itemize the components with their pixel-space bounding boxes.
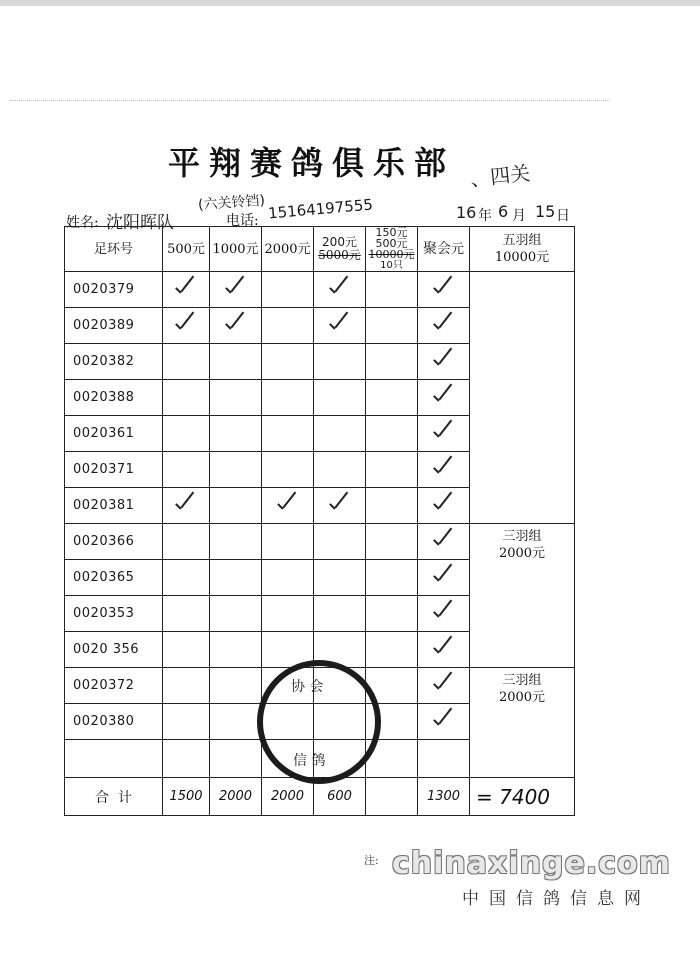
ring-number-cell: 0020388 — [65, 380, 163, 416]
date-month: 6 — [498, 202, 509, 221]
cell-5000 — [314, 308, 366, 344]
cell-5000 — [314, 524, 366, 560]
group-three-a-amount: 2000元 — [498, 546, 546, 561]
checkmark-icon — [431, 711, 457, 729]
cell-10000 — [366, 452, 418, 488]
checkmark-icon — [173, 279, 199, 297]
total-2000: 2000 — [262, 778, 314, 816]
ring-number-cell: 0020353 — [65, 596, 163, 632]
checkmark-icon — [275, 495, 301, 513]
cell-500 — [163, 668, 210, 704]
ring-number-cell: 0020382 — [65, 344, 163, 380]
name-value: 沈阳晖队 — [106, 213, 174, 233]
paper-edge — [0, 0, 700, 6]
table-row — [65, 272, 575, 308]
cell-1000 — [210, 632, 262, 668]
checkmark-icon — [327, 279, 353, 297]
cell-2000 — [262, 416, 314, 452]
checkmark-icon — [431, 603, 457, 621]
grand-total: = 7400 — [470, 778, 575, 816]
col-10000-header — [366, 227, 418, 272]
cell-500 — [163, 704, 210, 740]
paper-fold-line — [10, 100, 610, 101]
cell-1000 — [210, 668, 262, 704]
group-three-b-cell — [470, 668, 575, 778]
cell-10000 — [366, 560, 418, 596]
cell-collect — [418, 344, 470, 380]
total-500: 1500 — [163, 778, 210, 816]
col-ring-header: 足环号 — [65, 227, 163, 272]
cell-10000 — [366, 344, 418, 380]
cell-500 — [163, 452, 210, 488]
cell-500 — [163, 272, 210, 308]
total-5000: 600 — [314, 778, 366, 816]
col-500-header: 500元 — [163, 227, 210, 272]
cell-collect — [418, 380, 470, 416]
checkmark-icon — [431, 639, 457, 657]
cell-500 — [163, 488, 210, 524]
cell-500 — [163, 560, 210, 596]
ring-number-cell: 0020381 — [65, 488, 163, 524]
cell-5000 — [314, 380, 366, 416]
seal-top-text: 协 会 — [291, 679, 324, 695]
cell-10000 — [366, 308, 418, 344]
col-collect-header — [418, 227, 470, 272]
checkmark-icon — [431, 279, 457, 297]
ring-number-cell: 0020361 — [65, 416, 163, 452]
cell-500 — [163, 596, 210, 632]
official-seal — [257, 660, 381, 784]
date-year: 16 — [456, 203, 477, 222]
table-header-row — [65, 227, 575, 272]
cell-1000 — [210, 380, 262, 416]
total-10000 — [366, 778, 418, 816]
cell-10000 — [366, 632, 418, 668]
col-10000-hand-2: 500元 — [375, 237, 408, 250]
date-year-unit: 年 — [478, 208, 492, 224]
cell-10000 — [366, 488, 418, 524]
cell-collect — [418, 272, 470, 308]
date-day: 15 — [535, 202, 556, 221]
cell-collect — [418, 308, 470, 344]
cell-10000 — [366, 416, 418, 452]
checkmark-icon — [223, 279, 249, 297]
cell-collect — [418, 488, 470, 524]
cell-1000 — [210, 416, 262, 452]
checkmark-icon — [327, 495, 353, 513]
checkmark-icon — [327, 315, 353, 333]
col-10000-hand: 150元 — [375, 226, 408, 239]
title-note: 、四关 — [469, 160, 532, 192]
checkmark-icon — [431, 423, 457, 441]
cell-1000 — [210, 560, 262, 596]
group-five-label: 五羽组 — [502, 233, 542, 248]
checkmark-icon — [223, 315, 249, 333]
cell-1000 — [210, 740, 262, 778]
cell-500 — [163, 632, 210, 668]
ring-number-cell: 0020371 — [65, 452, 163, 488]
date-month-unit: 月 — [512, 208, 526, 224]
cell-collect — [418, 668, 470, 704]
cell-2000 — [262, 524, 314, 560]
phone-label: 电话: — [226, 213, 259, 229]
group-three-b-amount: 2000元 — [498, 690, 546, 705]
phone-value: 15164197555 — [267, 195, 374, 223]
cell-5000 — [314, 272, 366, 308]
cell-collect — [418, 452, 470, 488]
checkmark-icon — [173, 495, 199, 513]
group-five-amount: 10000元 — [494, 250, 550, 265]
col-5000-header — [314, 227, 366, 272]
checkmark-icon — [431, 459, 457, 477]
cell-2000 — [262, 272, 314, 308]
cell-collect — [418, 560, 470, 596]
footer-note: 注: — [364, 854, 379, 867]
cell-1000 — [210, 272, 262, 308]
page-title: 平翔赛鸽俱乐部 — [168, 144, 456, 182]
watermark-logo: chinaxinge.com — [392, 846, 671, 881]
cell-collect — [418, 596, 470, 632]
cell-500 — [163, 740, 210, 778]
seal-bottom-text: 信 鸽 — [293, 753, 326, 769]
cell-2000 — [262, 488, 314, 524]
cell-1000 — [210, 488, 262, 524]
cell-collect — [418, 704, 470, 740]
col-collect-hand: 聚会 — [422, 240, 451, 257]
col-collect-suffix: 元 — [450, 241, 464, 257]
watermark-subtitle: 中国信鸽信息网 — [462, 889, 651, 909]
checkmark-icon — [431, 567, 457, 585]
name-note: (六关铃铛) — [197, 192, 266, 214]
cell-5000 — [314, 488, 366, 524]
cell-10000 — [366, 380, 418, 416]
name-label: 姓名: — [66, 215, 99, 231]
total-1000: 2000 — [210, 778, 262, 816]
cell-10000 — [366, 524, 418, 560]
ring-number-cell: 0020365 — [65, 560, 163, 596]
group-five-cell — [470, 272, 575, 524]
cell-2000 — [262, 380, 314, 416]
ring-number-cell: 0020380 — [65, 704, 163, 740]
cell-2000 — [262, 596, 314, 632]
cell-5000 — [314, 560, 366, 596]
group-three-a-cell — [470, 524, 575, 668]
cell-5000 — [314, 596, 366, 632]
cell-2000 — [262, 560, 314, 596]
checkmark-icon — [431, 531, 457, 549]
col-5000-hand: 200元 — [322, 234, 357, 249]
total-collect: 1300 — [418, 778, 470, 816]
cell-1000 — [210, 452, 262, 488]
cell-collect — [418, 740, 470, 778]
checkmark-icon — [431, 495, 457, 513]
ring-number-cell — [65, 740, 163, 778]
cell-collect — [418, 632, 470, 668]
col-10000-label: 10000元 — [368, 248, 415, 261]
ring-number-cell: 0020372 — [65, 668, 163, 704]
ring-number-cell: 0020389 — [65, 308, 163, 344]
cell-2000 — [262, 344, 314, 380]
cell-10000 — [366, 272, 418, 308]
col-2000-header: 2000元 — [262, 227, 314, 272]
table-row — [65, 524, 575, 560]
col-10000-note: 10只 — [380, 260, 403, 271]
cell-2000 — [262, 452, 314, 488]
cell-5000 — [314, 416, 366, 452]
cell-5000 — [314, 344, 366, 380]
checkmark-icon — [431, 315, 457, 333]
group-five-header — [470, 227, 575, 272]
checkmark-icon — [431, 675, 457, 693]
checkmark-icon — [173, 315, 199, 333]
cell-2000 — [262, 308, 314, 344]
cell-5000 — [314, 452, 366, 488]
cell-1000 — [210, 524, 262, 560]
ring-number-cell: 0020366 — [65, 524, 163, 560]
col-1000-header: 1000元 — [210, 227, 262, 272]
cell-1000 — [210, 704, 262, 740]
cell-collect — [418, 524, 470, 560]
checkmark-icon — [431, 351, 457, 369]
group-three-a-label: 三羽组 — [502, 529, 542, 544]
date-day-unit: 日 — [556, 208, 570, 224]
col-5000-label: 5000元 — [318, 247, 361, 262]
group-three-b-label: 三羽组 — [502, 673, 542, 688]
cell-500 — [163, 524, 210, 560]
ring-number-cell: 0020 356 — [65, 632, 163, 668]
cell-1000 — [210, 308, 262, 344]
cell-1000 — [210, 344, 262, 380]
checkmark-icon — [431, 387, 457, 405]
cell-500 — [163, 416, 210, 452]
cell-1000 — [210, 596, 262, 632]
cell-10000 — [366, 596, 418, 632]
cell-500 — [163, 380, 210, 416]
cell-collect — [418, 416, 470, 452]
cell-500 — [163, 308, 210, 344]
cell-500 — [163, 344, 210, 380]
totals-label: 合 计 — [65, 778, 163, 816]
ring-number-cell: 0020379 — [65, 272, 163, 308]
